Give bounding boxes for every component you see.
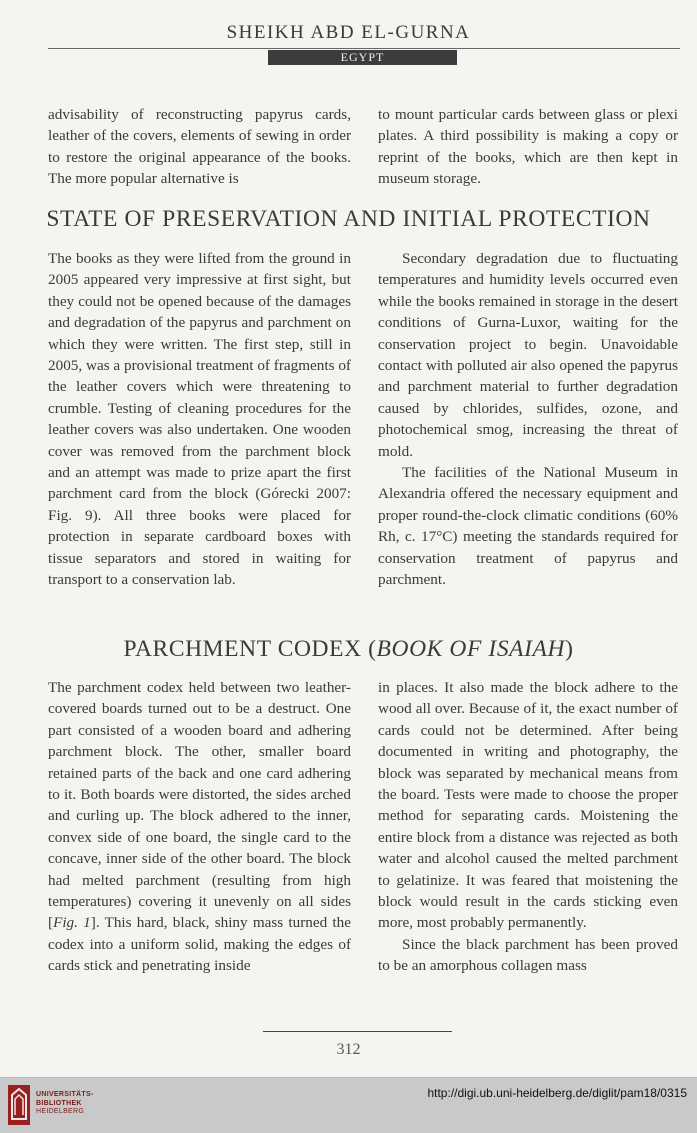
header-country-band: EGYPT xyxy=(268,50,457,65)
heading-italic-text: BOOK OF ISAIAH xyxy=(376,636,566,662)
page-header xyxy=(0,22,697,44)
section2-right-column xyxy=(378,677,678,977)
section2-right-paragraph-1: in places. It also made the block adhere to the wood all over. Because of it, the exact number of cards could not be determined. After being documented in writing and photography, the block was separated by mechanical means from the board. Tests were made to choose the proper method for separating cards. Moistening the entire block from a distance was rejected as both water and alcohol caused the melted parchment to gelatinize. It was feared that moistening the block would result in the cards sticking even more, most probably permanently. xyxy=(378,679,678,932)
library-name xyxy=(36,1091,94,1117)
figure-reference-link: Fig. 1 xyxy=(53,914,91,932)
left-text-part-b: ]. This hard, black, shiny mass turned the codex into a uniform solid, making the edges of cards stick and penetrating inside xyxy=(48,914,351,975)
section2-left-paragraph xyxy=(48,677,351,977)
footer-rule xyxy=(263,1031,452,1032)
running-title: SHEIKH ABD EL-GURNA xyxy=(226,22,471,43)
section1-left-paragraph: The books as they were lifted from the ground in 2005 appeared very impressive at first sight, but they could not be opened because of the damages and degradation of the papyrus and parchment on which they were written. The first step, still in 2005, was a provisional treatment of fragments of the leather covers which were threatening to crumble. Testing of cleaning procedures for the leather covers was also undertaken. One wooden cover was removed from the parchment block and an attempt was made to prize apart the first parchment card from the block (Górecki 2007: Fig. 9). All three books were placed for protection in separate cardboard boxes with tissue separators and stored in waiting for transport to a conservation lab. xyxy=(48,250,351,589)
section-heading-preservation: STATE OF PRESERVATION AND INITIAL PROTECTION xyxy=(46,206,651,232)
source-url-link[interactable]: http://digi.ub.uni-heidelberg.de/diglit/pam18/0315 xyxy=(427,1086,687,1100)
section1-right-paragraph-1: Secondary degradation due to fluctuating temperatures and humidity levels occurred even while the books remained in storage in the desert conditions of Gurna-Luxor, waiting for the conservation project to begin. Unavoidable contact with polluted air also opened the papyrus and parchment material to further degradation caused by chlorides, sulfides, ozone, and photochemical smog, increasing the threat of mold. xyxy=(378,250,678,460)
library-logo-icon xyxy=(8,1085,30,1125)
intro-right-paragraph: to mount particular cards between glass or plexi plates. A third possibility is making a copy or reprint of the books, which are then kept in museum storage. xyxy=(378,106,678,188)
library-name-line-1: UNIVERSITÄTS- xyxy=(36,1091,94,1098)
left-text-part-a: The parchment codex held between two leather-covered boards turned out to be a destruct. One part consisted of a wooden board and adhering parchment block. The other, smaller board retained parts of the back and one card adhering to it. Both boards were distorted, the sides arched and curling up. The block adhered to the inner, convex side of one board, the single card to the concave, inner side of the other board. The block had melted parchment (resulting from high temperatures) covering it unevenly on all sides [ xyxy=(48,679,351,932)
intro-left-paragraph: advisability of reconstructing papyrus cards, leather of the covers, elements of sewing in order to restore the original appearance of the books. The more popular alternative is xyxy=(48,106,351,188)
intro-left-column xyxy=(48,104,351,190)
library-name-line-3: HEIDELBERG xyxy=(36,1108,85,1115)
digitization-watermark-bar xyxy=(0,1077,697,1133)
heading-main-text: PARCHMENT CODEX ( xyxy=(123,636,377,662)
page-number: 312 xyxy=(336,1041,361,1058)
section2-right-paragraph-2: Since the black parchment has been proved to be an amorphous collagen mass xyxy=(378,935,678,975)
section1-right-paragraph-2: The facilities of the National Museum in Alexandria offered the necessary equipment and proper round-the-clock climatic conditions (60% Rh, c. 17°C) meeting the standards required for conservation treatment of papyrus and parchment. xyxy=(378,464,678,589)
section1-right-column xyxy=(378,248,678,591)
section2-left-column xyxy=(48,677,351,977)
intro-right-column xyxy=(378,104,678,190)
section1-left-column xyxy=(48,248,351,591)
heading-close-text: ) xyxy=(565,636,574,662)
section-heading-parchment-codex xyxy=(0,636,697,663)
header-rule xyxy=(48,48,680,49)
library-name-line-2: BIBLIOTHEK xyxy=(36,1099,82,1107)
